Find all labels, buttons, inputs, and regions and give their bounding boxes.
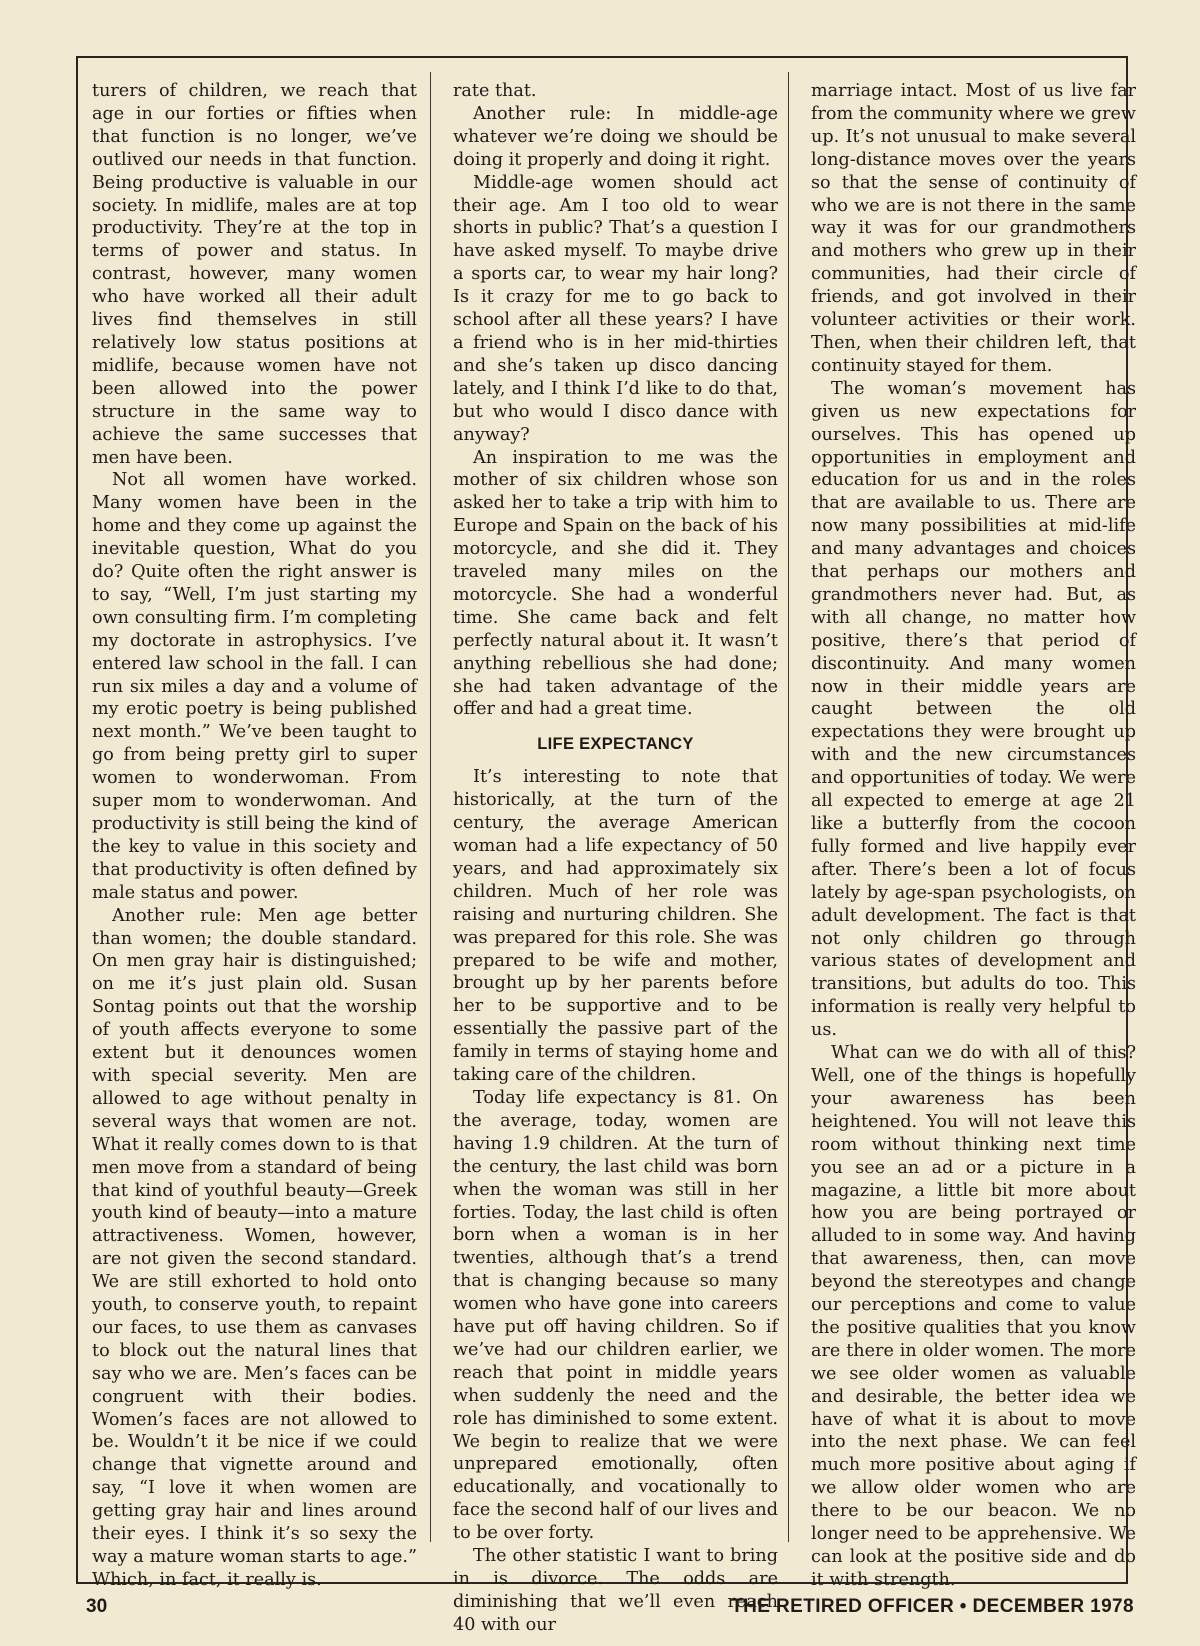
- paragraph: What can we do with all of this? Well, one of the things is hopefully your awareness has been heightened. You will not leave this room without thinking next time you see an ad or a picture in a magazine, a little bit more about how you are being portrayed or alluded to in some way. And having that awareness, then, can move beyond the stereotypes and change our perceptions and come to value the positive qualities that you know are there in older women. The more we see older women as valuable and desirable, the better idea we have of what it is about to move into the next phase. We can feel much more positive about aging if we allow older women who are there to be our beacon. We no longer need to be apprehensive. We can look at the positive side and do it with strength.: [811, 1043, 1136, 1590]
- section-heading: LIFE EXPECTANCY: [537, 735, 694, 754]
- footer-separator: •: [959, 1596, 967, 1617]
- paragraph: The other statistic I want to bring in is divorce. The odds are diminishing that we’ll even reach 40 with our: [453, 1546, 778, 1635]
- column-divider: [788, 72, 789, 1542]
- paragraph: Not all women have worked. Many women have been in the home and they come up against the inevitable question, What do you do? Quite often the right answer is to say, “Well, I’m just starting my own consulting firm. I’m completing my doctorate in astrophysics. I’ve entered law school in the fall. I can run six miles a day and a volume of my erotic poetry is being published next month.” We’ve been taught to go from being pretty girl to super women to wonderwoman. From super mom to wonderwoman. And productivity is still being the kind of the key to value in this society and that productivity is often defined by male status and power.: [92, 470, 417, 903]
- paragraph: It’s interesting to note that historically, at the turn of the century, the average American woman had a life expectancy of 50 years, and had approximately six children. Much of her role was raising and nurturing children. She was prepared for this role. She was prepared to be wife and mother, brought up by her parents before her to be supportive and to be essentially the passive part of the family in terms of staying home and taking care of the children.: [453, 767, 778, 1086]
- paragraph: turers of children, we reach that age in our forties or fifties when that function is no longer, we’ve outlived our needs in that function. Being productive is valuable in our society. In midlife, males are at top productivity. They’re at the top in terms of power and status. In contrast, however, many women who have worked all their adult lives find themselves in still relatively low status positions at midlife, because women have not been allowed into the power structure in the same way to achieve the same successes that men have been.: [92, 81, 417, 468]
- column-divider: [430, 72, 431, 1542]
- article-column-2: [453, 80, 778, 1635]
- paragraph: The woman’s movement has given us new expectations for ourselves. This has opened up opportunities in employment and education for us and in the roles that are available to us. There are now many possibilities at mid-life and many advantages and choices that perhaps our mothers and grandmothers never had. But, as with all change, no matter how positive, there’s that period of discontinuity. And many women now in their middle years are caught between the old expectations they were brought up with and the new circumstances and opportunities of today. We were all expected to emerge at age 21 like a butterfly from the cocoon fully formed and live happily ever after. There’s been a lot of focus lately by age-span psychologists, on adult development. The fact is that not only children go through various states of development and transitions, but adults do too. This information is really very helpful to us.: [811, 378, 1136, 1041]
- paragraph: Another rule: Men age better than women; the double standard. On men gray hair is distinguished; on me it’s just plain old. Susan Sontag points out that the worship of youth affects everyone to some extent but it denounces women with special severity. Men are allowed to age without penalty in several ways that women are not. What it really comes down to is that men move from a standard of being that kind of youthful beauty—Greek youth kind of beauty—into a mature attractiveness. Women, however, are not given the second standard. We are still exhorted to hold onto youth, to conserve youth, to repaint our faces, to use them as canvases to block out the natural lines that say who we are. Men’s faces can be congruent with their bodies. Women’s faces are not allowed to be. Wouldn’t it be nice if we could change that vignette around and say, “I love it when women are getting gray hair and lines around their eyes. I think it’s so sexy the way a mature woman starts to age.” Which, in fact, it really is.: [92, 905, 417, 1590]
- issue-date: DECEMBER 1978: [972, 1596, 1134, 1617]
- paragraph: marriage intact. Most of us live far from the community where we grew up. It’s not unusual to make several long-distance moves over the years so that the sense of continuity of who we are is not there in the same way it was for our grandmothers and mothers who grew up in their communities, had their circle of friends, and got involved in their volunteer activities or their work. Then, when their children left, that continuity stayed for them.: [811, 81, 1136, 376]
- paragraph: Middle-age women should act their age. Am I too old to wear shorts in public? That’s a question I have asked myself. To maybe drive a sports car, to wear my hair long? Is it crazy for me to go back to school after all these years? I have a friend who is in her mid-thirties and she’s taken up disco dancing lately, and I think I’d like to do that, but who would I disco dance with anyway?: [453, 172, 778, 445]
- paragraph: rate that.: [453, 81, 537, 101]
- article-column-1: [92, 80, 417, 1590]
- article-column-3: [811, 80, 1136, 1590]
- page-number: 30: [86, 1596, 108, 1617]
- paragraph: An inspiration to me was the mother of six children whose son asked her to take a trip with him to Europe and Spain on the back of his motorcycle, and she did it. They traveled many miles on the motorcycle. She had a wonderful time. She came back and felt perfectly natural about it. It wasn’t anything rebellious she had done; she had taken advantage of the offer and had a great time.: [453, 447, 778, 720]
- running-footer: [731, 1596, 1134, 1618]
- paragraph: Today life expectancy is 81. On the average, today, women are having 1.9 children. At the turn of the century, the last child was born when the woman was still in her forties. Today, the last child is often born when a woman is in her twenties, although that’s a trend that is changing because so many women who have gone into careers have put off having children. So if we’ve had our children earlier, we reach that point in middle years when suddenly the need and the role has diminished to some extent. We begin to realize that we were unprepared emotionally, often educationally, and vocationally to face the second half of our lives and to be over forty.: [453, 1087, 778, 1544]
- publication-name: THE RETIRED OFFICER: [731, 1596, 955, 1617]
- paragraph: Another rule: In middle-age whatever we’re doing we should be doing it properly and doing it right.: [453, 103, 778, 170]
